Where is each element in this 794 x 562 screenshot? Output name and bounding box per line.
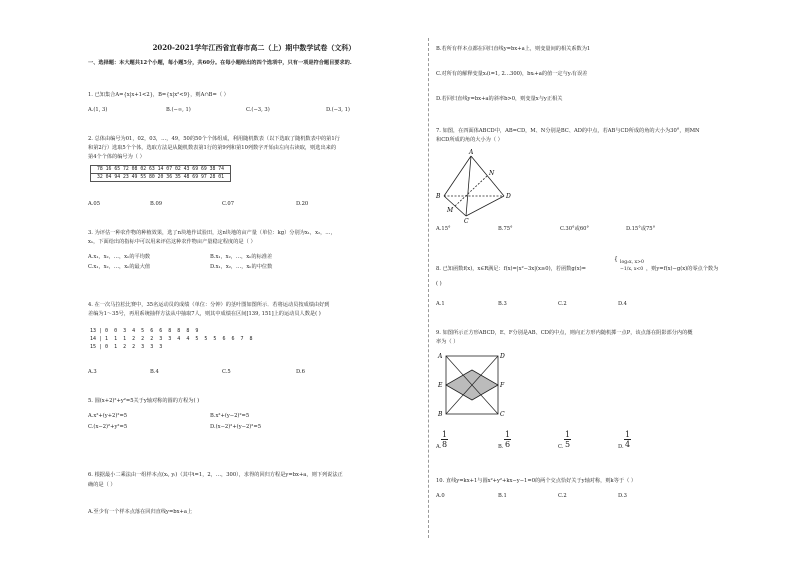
q8-option-b: B.3 [498,301,507,307]
q1-option-b: B.(−∞, 1) [166,107,191,113]
square-label-d: D [500,353,505,360]
q3-stem-line1: 3. 为评估一种农作物的种植效果，选了n块地作试验田，这n块地的亩产量（单位：kg）分别为x₁，x₂，…， [88,230,336,236]
section-heading: 一、选择题：本大题共12个小题，每小题5分，共60分。在每小题给出的四个选项中，只有一项是符合题目要求的. [88,60,352,66]
q6-stem-line2: 确的是（ ） [88,482,116,488]
q8-piece-2: −1/x, x<0 [620,267,644,272]
square-label-a: A [438,353,443,360]
q9-option-b: B. [498,444,504,450]
q1-option-d: D.(−3, 1) [326,107,350,113]
q6-option-d: D.若回归直线y=bx+a的斜率b>0，则变量x与y正相关 [436,96,563,102]
stem-leaf-row-15: 15 | 0 1 2 2 3 3 3 [90,344,163,350]
q10-stem: 10. 直线y=kx+1与圆x²+y²+kx−y−1=0的两个交点恰好关于y轴对称，则k等于（ ） [436,478,637,484]
q2-option-b: B.09 [150,201,163,207]
q7-option-d: D.15°或75° [626,226,656,232]
q8-brace: { [614,256,618,263]
q5-option-d: D.(x−2)²+(y−2)²=5 [210,424,262,430]
q7-stem-line2: 和CD所成的角的大小为（ ） [436,137,503,143]
q3-option-d: D.x₁，x₂，…，xₙ的中位数 [210,264,273,270]
q6-option-c: C.对所有的解释变量xᵢ(i=1, 2…300)，bxᵢ+a的值一定与yᵢ有误差 [436,71,588,77]
q9-fraction-a-denominator: 8 [442,440,448,449]
q9-fraction-a [441,430,448,449]
square-figure [436,350,516,422]
q9-fraction-d [624,430,631,449]
random-row-1 [91,166,231,174]
q5-option-c: C.(x−2)²+y²=5 [88,424,128,430]
q8-stem-line2: ，则y=f(x)−g(x)的零点个数为 [646,266,719,272]
q9-option-a: A. [436,444,442,450]
q9-fraction-d-denominator: 4 [625,440,631,449]
vertex-label-d: D [506,193,511,200]
random-number-table [90,165,231,182]
q9-option-d: D. [618,444,624,450]
q6-option-b: B.若所有样本点都在回归直线y=bx+a上，则变量间的相关系数为1 [436,46,591,52]
q4-option-b: B.4 [150,369,159,375]
vertex-label-b: B [436,193,441,200]
q1-stem: 1. 已知集合A={x|x+1<2}，B={x|x²<9}，则A∩B=（ ） [88,92,229,98]
q1-option-a: A.(1, 3) [88,107,108,113]
q5-option-a: A.x²+(y+2)²=5 [88,413,128,419]
square-label-e: E [438,382,443,389]
q7-option-b: B.75° [498,226,513,232]
q4-option-a: A.3 [88,369,97,375]
stem-leaf-row-14: 14 | 1 1 1 2 2 2 3 3 4 4 5 5 5 6 6 7 8 [90,336,253,342]
q10-option-c: C.2 [558,493,567,499]
q9-fraction-d-numerator: 1 [625,430,631,439]
q10-option-d: D.3 [618,493,627,499]
q1-option-c: C.(−3, 3) [246,107,270,113]
q9-stem-line2: 率为（ ） [436,339,459,345]
q9-fraction-c-numerator: 1 [565,430,571,439]
q2-option-d: D.20 [296,201,309,207]
q2-option-a: A.05 [88,201,100,207]
q6-option-a: A.至少有一个样本点落在回归直线y=bx+a上 [88,509,193,515]
q10-option-a: A.0 [436,493,445,499]
q8-option-a: A.1 [436,301,445,307]
q2-stem-line1: 2. 总体由编号为01，02，03，…，49，50的50个个体组成，利用随机数表（以下选取了随机数表中的第1行 [88,136,340,142]
random-row-2 [91,174,231,182]
random-row-2-cell: 32 04 94 23 49 55 80 20 36 35 48 69 97 28 01 [91,174,231,182]
q7-option-c: C.30°或60° [560,226,590,232]
midpoint-label-m: M [447,207,454,214]
q2-stem-line3: 第4个个体的编号为（ ） [88,154,145,160]
q9-stem-line1: 9. 如图所示正方形ABCD，E、F分别是AB、CD的中点，则向正方形内随机掷一点P，该点落在阴影部分内的概 [436,330,693,336]
tetrahedron-figure [436,146,516,225]
q4-option-d: D.6 [296,369,305,375]
q3-option-a: A.x₁，x₂，…，xₙ的平均数 [88,254,151,260]
q3-option-b: B.x₁，x₂，…，xₙ的标准差 [210,254,273,260]
q6-stem-line1: 6. 根据最小二乘法由一组样本点(xᵢ, yᵢ)（其中i=1，2，…，300），求得的回归方程是y=bx+a，则下列说法正 [88,472,343,478]
q5-option-b: B.x²+(y−2)²=5 [210,413,250,419]
q2-option-c: C.07 [222,201,235,207]
q7-stem-line1: 7. 如图，在四面体ABCD中，AB=CD，M、N分别是BC、AD的中点，若AB与CD所成的角的大小为30°，则MN [436,128,700,134]
q8-option-d: D.4 [618,301,627,307]
q9-fraction-b [504,430,511,449]
stem-leaf-row-13: 13 | 0 0 3 4 5 6 6 8 8 8 9 [90,328,199,334]
column-divider [428,38,429,538]
q9-fraction-c-denominator: 5 [565,440,571,449]
q10-option-b: B.1 [498,493,507,499]
random-row-1-cell: 78 16 65 72 08 02 63 14 07 02 43 69 69 38 74 [91,166,231,174]
page-title: 2020-2021学年江西省宜春市高二（上）期中数学试卷（文科） [152,43,356,52]
q8-stem-line3: ( ) [436,281,442,287]
square-label-b: B [438,411,443,418]
q3-option-c: C.x₁，x₂，…，xₙ的最大值 [88,264,151,270]
midpoint-label-n: N [489,170,495,177]
square-label-c: C [500,411,505,418]
q8-option-c: C.2 [558,301,567,307]
q9-fraction-a-numerator: 1 [442,430,448,439]
q2-stem-line2: 和第2行）选取5个个体，选取方法是从随机数表第1行的第9列和第10列数字开始由左向右读取，则选出来的 [88,145,337,151]
square-label-f: F [500,382,505,389]
q7-option-a: A.15° [436,226,451,232]
q3-stem-line2: xₙ，下面给出的指标中可以用来评估这种农作物亩产量稳定程度的是（ ） [88,239,256,245]
q4-option-c: C.5 [222,369,231,375]
q9-fraction-c [564,430,571,449]
q8-piece-1: log₂x, x>0 [620,260,644,265]
q5-stem: 5. 圆(x+2)²+y²=5关于y轴对称的圆的方程为( ) [88,398,200,404]
q9-fraction-b-denominator: 6 [505,440,511,449]
q4-stem-line1: 4. 在一次马拉松比赛中，35名运动员的成绩（单位：分钟）的茎叶图如图所示．若将运动员按成绩由好到 [88,302,330,308]
vertex-label-c: C [464,218,469,225]
q9-fraction-b-numerator: 1 [505,430,511,439]
vertex-label-a: A [469,149,474,156]
q4-stem-line2: 差编为1～35号，再用系统抽样方法从中抽取7人，则其中成绩在区间[139, 151]上的运动员人数是( ) [88,311,321,317]
q9-option-c: C. [558,444,564,450]
q8-stem-line1: 8. 已知函数f(x)，x∈R满足：f(x)=|x²−3x|(x≥0)，若函数g(x)= [436,266,586,272]
